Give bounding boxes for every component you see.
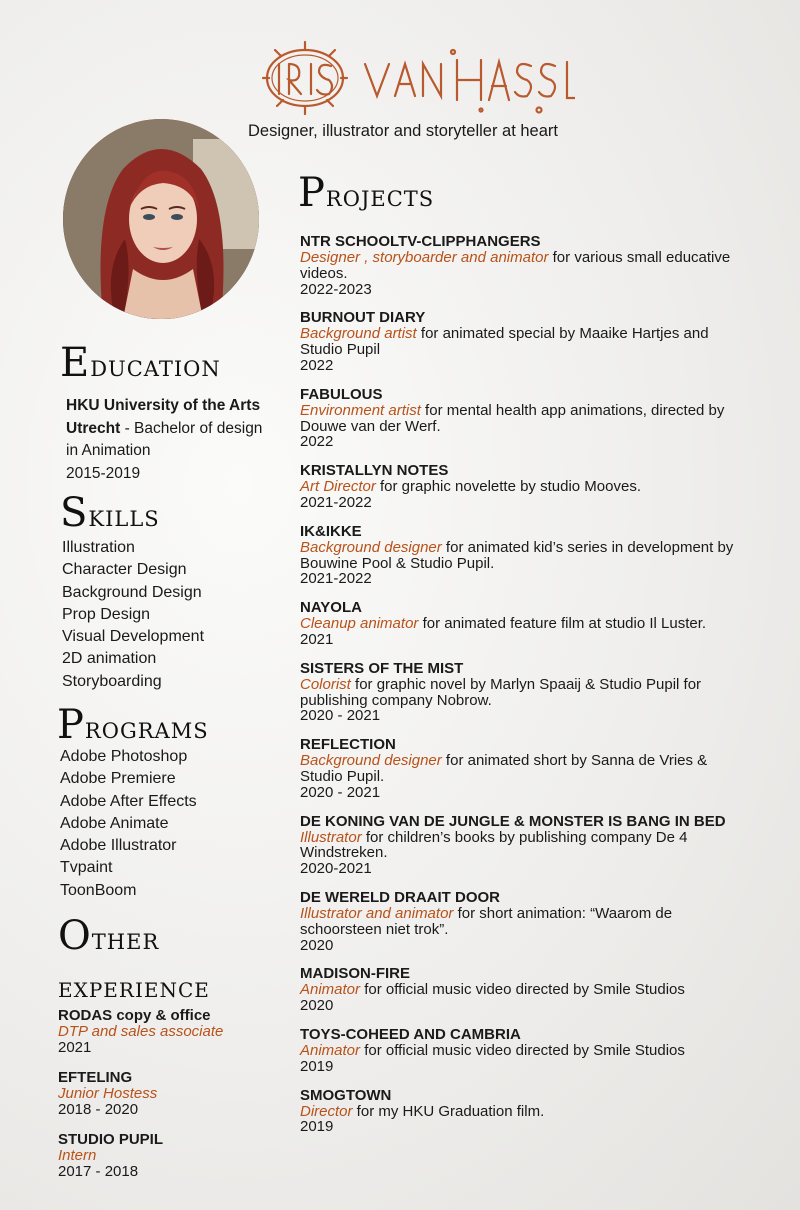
project-description <box>300 830 740 862</box>
list-item: Adobe After Effects <box>60 792 197 810</box>
project-entry <box>300 966 740 1014</box>
project-title: FABULOUS <box>300 385 383 403</box>
project-desc: for animated short by Sanna de Vries & Studio Pupil. <box>300 752 708 785</box>
degree-line3: in Animation <box>66 442 151 459</box>
tagline: Designer, illustrator and storyteller at heart <box>248 122 558 140</box>
project-desc: for graphic novelette by studio Mooves. <box>375 478 641 496</box>
project-role: Illustrator <box>300 828 362 846</box>
education-years: 2015-2019 <box>66 464 141 482</box>
programs-heading-initial: P <box>57 702 85 748</box>
entry-title: RODAS copy & office <box>58 1007 211 1024</box>
list-item: Adobe Illustrator <box>60 837 177 855</box>
portrait-photo <box>63 119 259 319</box>
project-years: 2020-2021 <box>300 860 372 878</box>
project-description <box>300 753 740 785</box>
project-role: Designer , storyboarder and animator <box>300 249 553 266</box>
project-entry <box>300 737 740 800</box>
entry-years: 2017 - 2018 <box>58 1163 139 1180</box>
entry-role: Intern <box>58 1147 97 1164</box>
list-item: 2D animation <box>62 650 157 668</box>
entry-years: 2021 <box>58 1039 92 1056</box>
project-description <box>300 677 740 709</box>
project-title: DE KONING VAN DE JUNGLE & MONSTER IS BANG IN BED <box>300 812 726 830</box>
projects-heading <box>298 170 434 216</box>
project-years: 2020 <box>300 997 334 1015</box>
programs-heading <box>57 702 209 748</box>
project-years: 2022 <box>300 433 334 451</box>
project-title: KRISTALLYN NOTES <box>300 462 449 480</box>
name-logo <box>255 38 575 118</box>
project-desc: for animated kid’s series in development by Bouwine Pool & Studio Pupil. <box>300 538 734 572</box>
project-years: 2020 <box>300 936 334 954</box>
entry-title: STUDIO PUPIL <box>58 1131 164 1148</box>
project-title: BURNOUT DIARY <box>300 309 426 327</box>
school-name-line2: Utrecht <box>66 419 121 437</box>
project-desc: for my HKU Graduation film. <box>352 1102 545 1120</box>
project-role: Colorist <box>300 675 351 693</box>
project-description <box>300 326 740 358</box>
programs-heading-rest: rograms <box>84 711 209 746</box>
project-desc: for animated special by Maaike Hartjes and Studio Pupil <box>300 325 709 359</box>
project-title: TOYS-COHEED AND CAMBRIA <box>300 1025 521 1043</box>
project-years: 2021-2022 <box>300 493 372 511</box>
project-entry <box>300 814 740 877</box>
other-heading-line2: experience <box>58 971 210 1004</box>
name-logo-art <box>255 38 575 118</box>
list-item: Adobe Animate <box>60 814 169 832</box>
project-years: 2021-2022 <box>300 570 372 588</box>
project-desc: for official music video directed by Smile Studios <box>360 1041 685 1059</box>
project-entry <box>300 600 740 648</box>
list-item: Visual Development <box>62 628 205 646</box>
project-description <box>300 616 740 632</box>
project-desc: for children’s books by publishing company De 4 Windstreken. <box>300 828 688 862</box>
project-years: 2019 <box>300 1118 334 1136</box>
project-description <box>300 250 740 282</box>
project-role: Environment artist <box>300 401 421 419</box>
project-years: 2020 - 2021 <box>300 783 381 801</box>
list-item: Prop Design <box>62 605 151 623</box>
entry-years: 2018 - 2020 <box>58 1101 139 1118</box>
education-details <box>66 395 296 485</box>
degree-line2: - Bachelor of design <box>120 419 263 437</box>
list-item: Adobe Premiere <box>60 770 176 788</box>
project-description <box>300 1043 740 1059</box>
skills-heading <box>60 490 160 536</box>
project-role: Background designer <box>300 752 442 770</box>
project-role: Cleanup animator <box>300 615 419 633</box>
project-desc: for official music video directed by Smile Studios <box>360 981 685 999</box>
project-description <box>300 403 740 435</box>
project-desc: for short animation: “Waarom de schoorsteen niet trok”. <box>300 904 673 938</box>
project-years: 2020 - 2021 <box>300 707 381 725</box>
project-desc: for various small educative videos. <box>300 249 731 282</box>
project-years: 2022 <box>300 356 334 374</box>
project-role: Background artist <box>300 325 417 343</box>
list-item <box>58 1008 288 1056</box>
project-role: Animator <box>300 981 361 999</box>
project-description <box>300 540 740 572</box>
project-title: REFLECTION <box>300 736 396 754</box>
project-title: SISTERS OF THE MIST <box>300 659 464 677</box>
project-years: 2022-2023 <box>300 280 372 298</box>
other-heading-rest: ther <box>91 922 160 957</box>
list-item: Tvpaint <box>60 859 113 877</box>
project-desc: for mental health app animations, directed by Douwe van der Werf. <box>300 401 725 435</box>
other-experience-list <box>58 1008 288 1194</box>
projects-heading-rest: rojects <box>325 179 435 214</box>
project-description <box>300 906 740 938</box>
project-desc: for graphic novel by Marlyn Spaaij & Studio Pupil for publishing company Nobrow. <box>300 675 702 709</box>
list-item: ToonBoom <box>60 881 137 899</box>
programs-list <box>60 746 197 902</box>
project-entry <box>300 387 740 450</box>
project-description <box>300 1104 740 1120</box>
project-entry <box>300 661 740 724</box>
skills-heading-rest: kills <box>88 499 160 534</box>
other-experience-heading <box>58 912 210 1012</box>
project-entry <box>300 463 740 511</box>
education-heading-initial: E <box>60 340 91 386</box>
entry-role: Junior Hostess <box>58 1085 158 1102</box>
other-heading-initial: O <box>58 913 92 959</box>
project-role: Director <box>300 1102 353 1120</box>
school-name-line1: HKU University of the Arts <box>66 397 261 414</box>
list-item: Character Design <box>62 561 187 579</box>
project-role: Background designer <box>300 538 442 556</box>
project-entry <box>300 234 740 297</box>
entry-role: DTP and sales associate <box>58 1023 224 1040</box>
education-heading-rest: ducation <box>90 349 221 384</box>
projects-list <box>300 234 740 1148</box>
list-item <box>58 1132 288 1180</box>
project-title: IK&IKKE <box>300 522 362 540</box>
list-item: Illustration <box>62 539 135 556</box>
project-desc: for animated feature film at studio Il Luster. <box>418 615 707 633</box>
list-item: Background Design <box>62 583 202 601</box>
project-years: 2019 <box>300 1057 334 1075</box>
project-role: Animator <box>300 1041 361 1059</box>
list-item: Adobe Photoshop <box>60 748 188 765</box>
project-entry <box>300 310 740 373</box>
education-heading <box>60 340 221 386</box>
skills-heading-initial: S <box>60 490 89 536</box>
project-entry <box>300 1088 740 1136</box>
project-title: NAYOLA <box>300 599 362 617</box>
project-entry <box>300 890 740 953</box>
project-description <box>300 982 740 998</box>
project-title: DE WERELD DRAAIT DOOR <box>300 888 500 906</box>
project-description <box>300 479 740 495</box>
project-title: NTR SCHOOLTV-CLIPPHANGERS <box>300 233 541 250</box>
project-title: SMOGTOWN <box>300 1086 392 1104</box>
list-item: Storyboarding <box>62 672 162 690</box>
project-years: 2021 <box>300 630 334 648</box>
portrait-art <box>63 119 259 319</box>
list-item <box>58 1070 288 1118</box>
entry-title: EFTELING <box>58 1069 133 1086</box>
project-entry <box>300 1027 740 1075</box>
project-title: MADISON-FIRE <box>300 965 410 983</box>
projects-heading-initial: P <box>298 170 326 216</box>
project-role: Art Director <box>300 478 376 496</box>
project-entry <box>300 524 740 587</box>
project-role: Illustrator and animator <box>300 904 454 922</box>
skills-list <box>62 537 204 693</box>
